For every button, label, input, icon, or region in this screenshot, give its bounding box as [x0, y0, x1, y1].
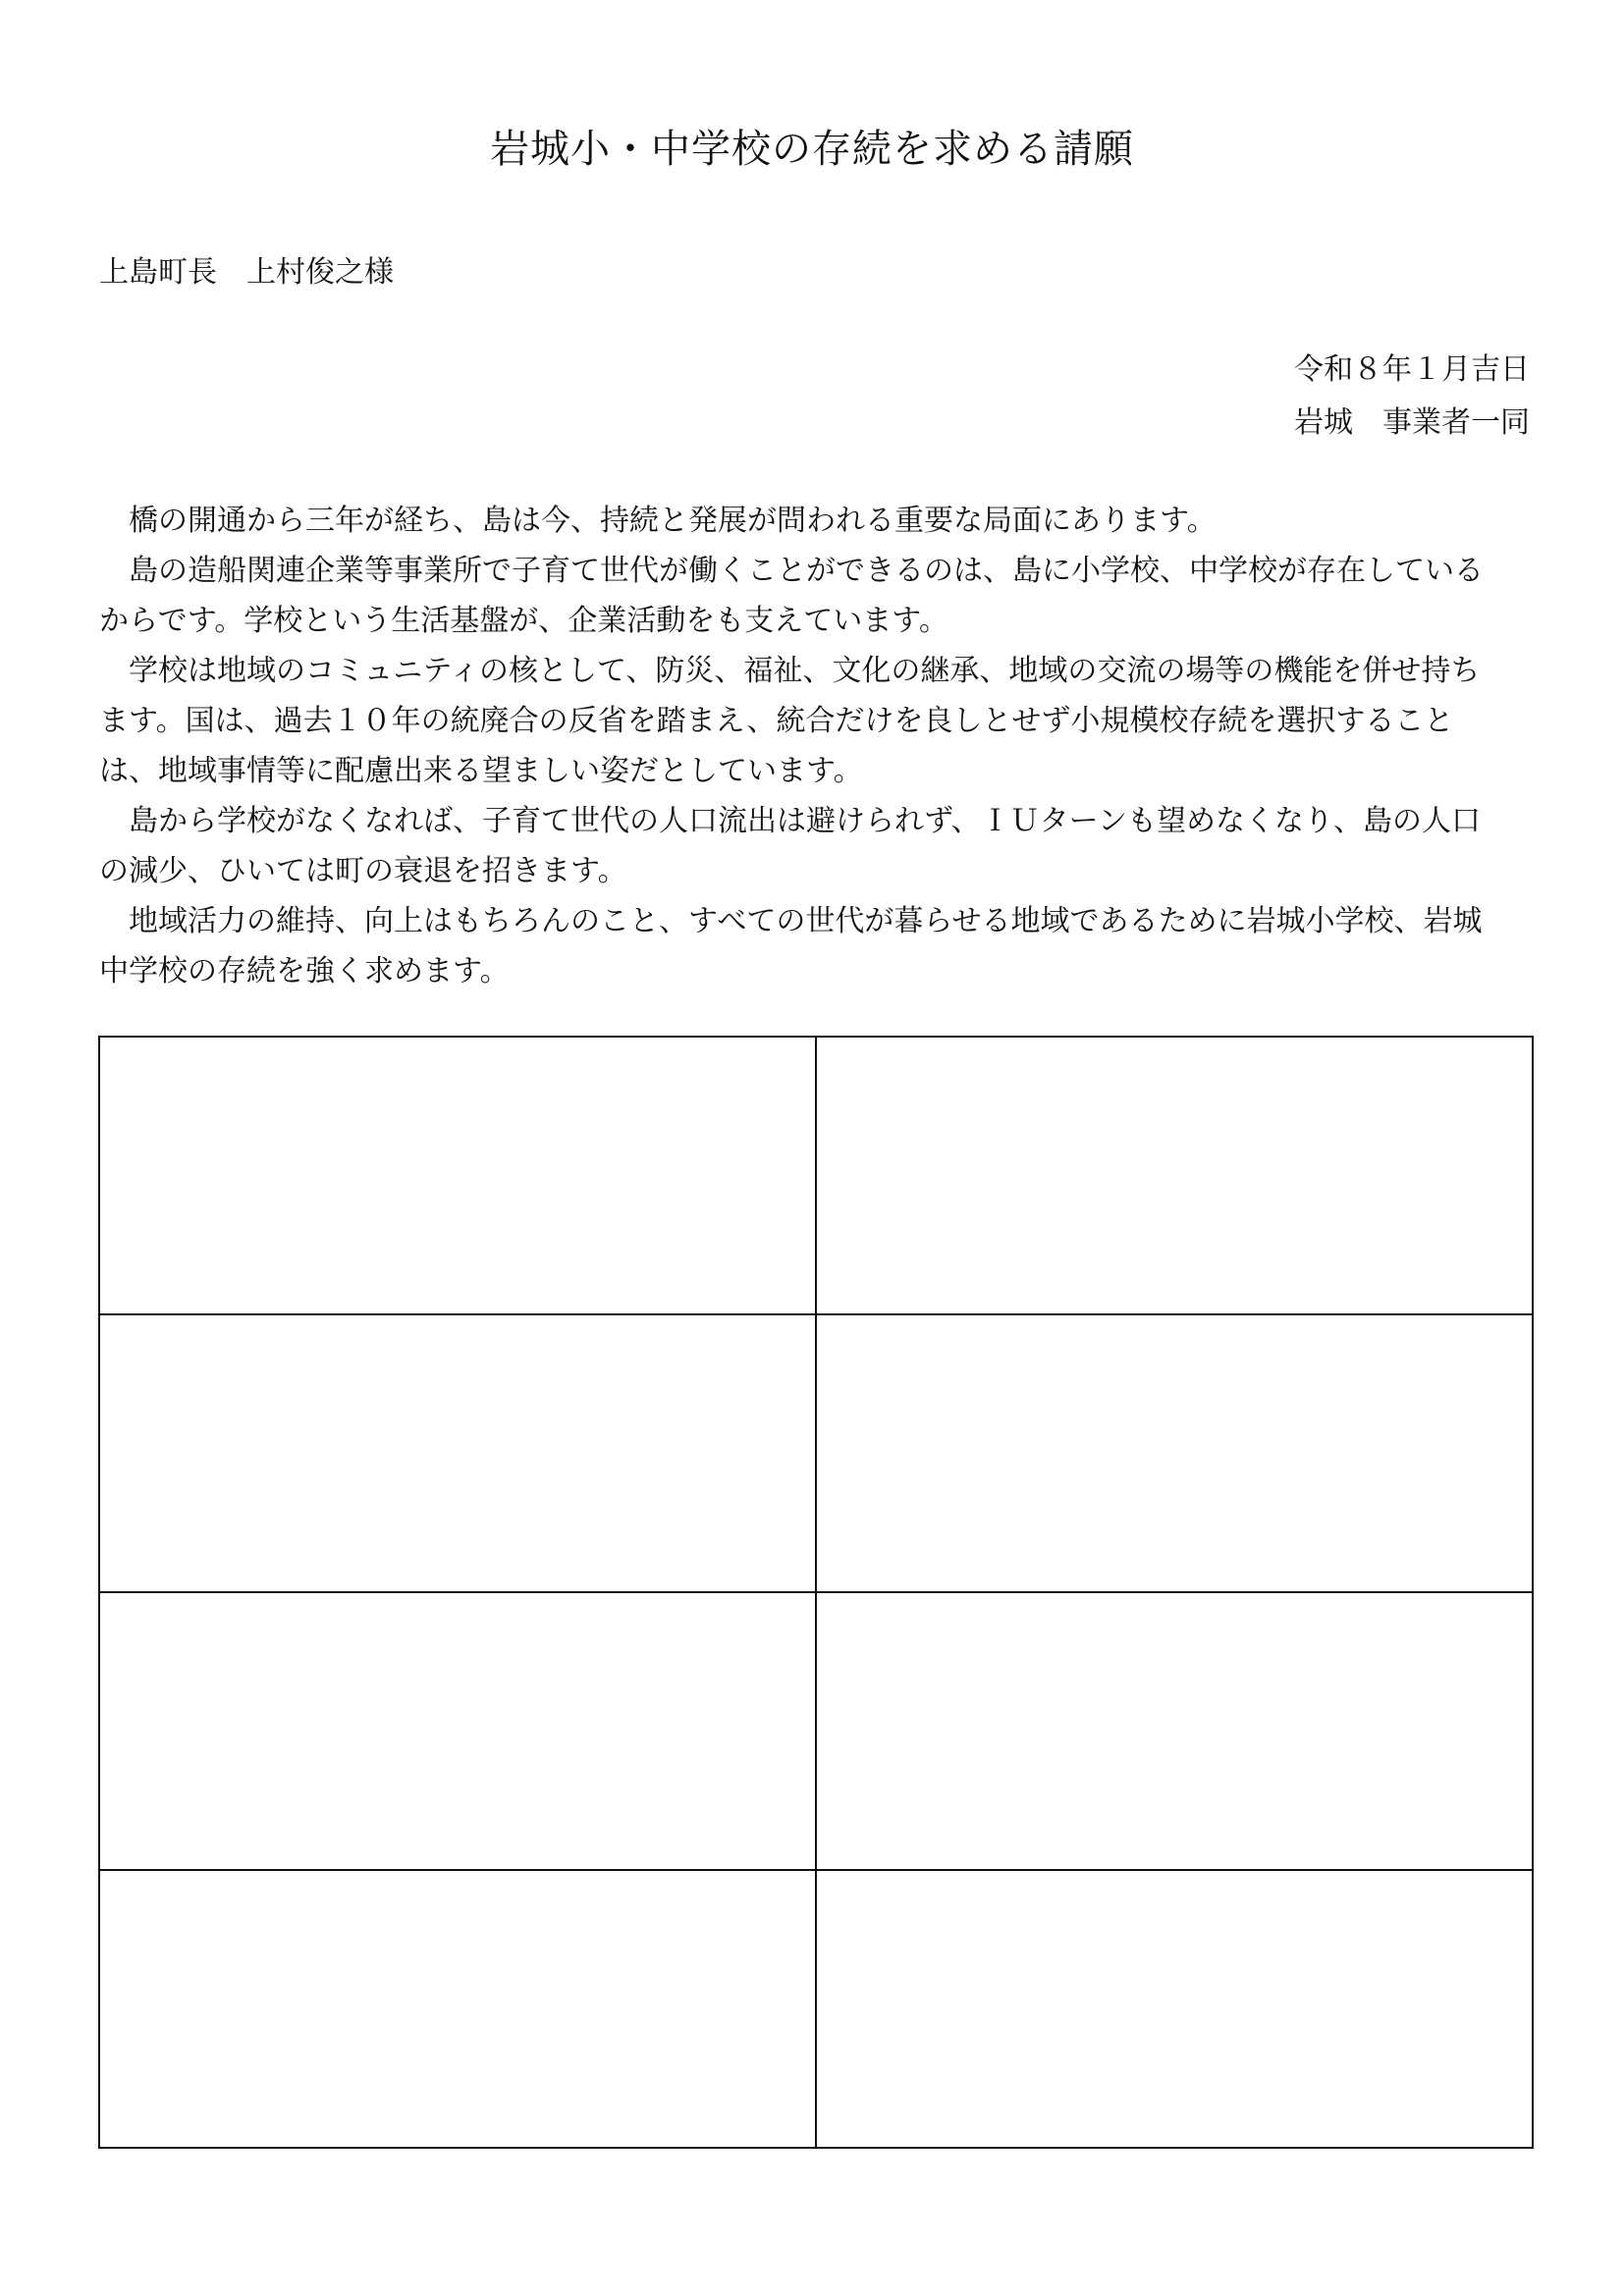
sender: 岩城 事業者一同	[1294, 405, 1530, 440]
signature-cell[interactable]	[816, 1314, 1533, 1592]
signature-cell[interactable]	[99, 1037, 816, 1314]
signature-row	[99, 1037, 1533, 1314]
document-title: 岩城小・中学校の存続を求める請願	[490, 127, 1134, 172]
body-paragraph: 島の造船関連企業等事業所で子育て世代が働くことができるのは、島に小学校、中学校が存在しているからです。学校という生活基盤が、企業活動をも支えています。	[99, 554, 1484, 638]
issue-date: 令和８年１月吉日	[1294, 352, 1530, 387]
body-paragraph: 学校は地域のコミュニティの核として、防災、福祉、文化の継承、地域の交流の場等の機能を併せ持ちます。国は、過去１０年の統廃合の反省を踏まえ、統合だけを良しとせず小規模校存続を選択することは、地域事情等に配慮出来る望ましい姿だとしています。	[99, 654, 1481, 788]
signature-row	[99, 1592, 1533, 1870]
addressee: 上島町長 上村俊之様	[99, 255, 394, 290]
signature-cell[interactable]	[816, 1870, 1533, 2148]
signature-cell[interactable]	[816, 1592, 1533, 1870]
signature-grid	[98, 1036, 1534, 2149]
signature-cell[interactable]	[99, 1870, 816, 2148]
signature-cell[interactable]	[99, 1592, 816, 1870]
body-paragraph: 橋の開通から三年が経ち、島は今、持続と発展が問われる重要な局面にあります。	[99, 504, 1217, 538]
signature-row	[99, 1314, 1533, 1592]
petition-body	[99, 496, 1484, 996]
signature-cell[interactable]	[99, 1314, 816, 1592]
body-paragraph: 島から学校がなくなれば、子育て世代の人口流出は避けられず、ＩＵターンも望めなくなり、島の人口の減少、ひいては町の衰退を招きます。	[99, 804, 1481, 888]
body-paragraph: 地域活力の維持、向上はもちろんのこと、すべての世代が暮らせる地域であるために岩城小学校、岩城中学校の存続を強く求めます。	[99, 904, 1483, 988]
signature-cell[interactable]	[816, 1037, 1533, 1314]
date-sender-block	[1294, 344, 1530, 450]
signature-row	[99, 1870, 1533, 2148]
